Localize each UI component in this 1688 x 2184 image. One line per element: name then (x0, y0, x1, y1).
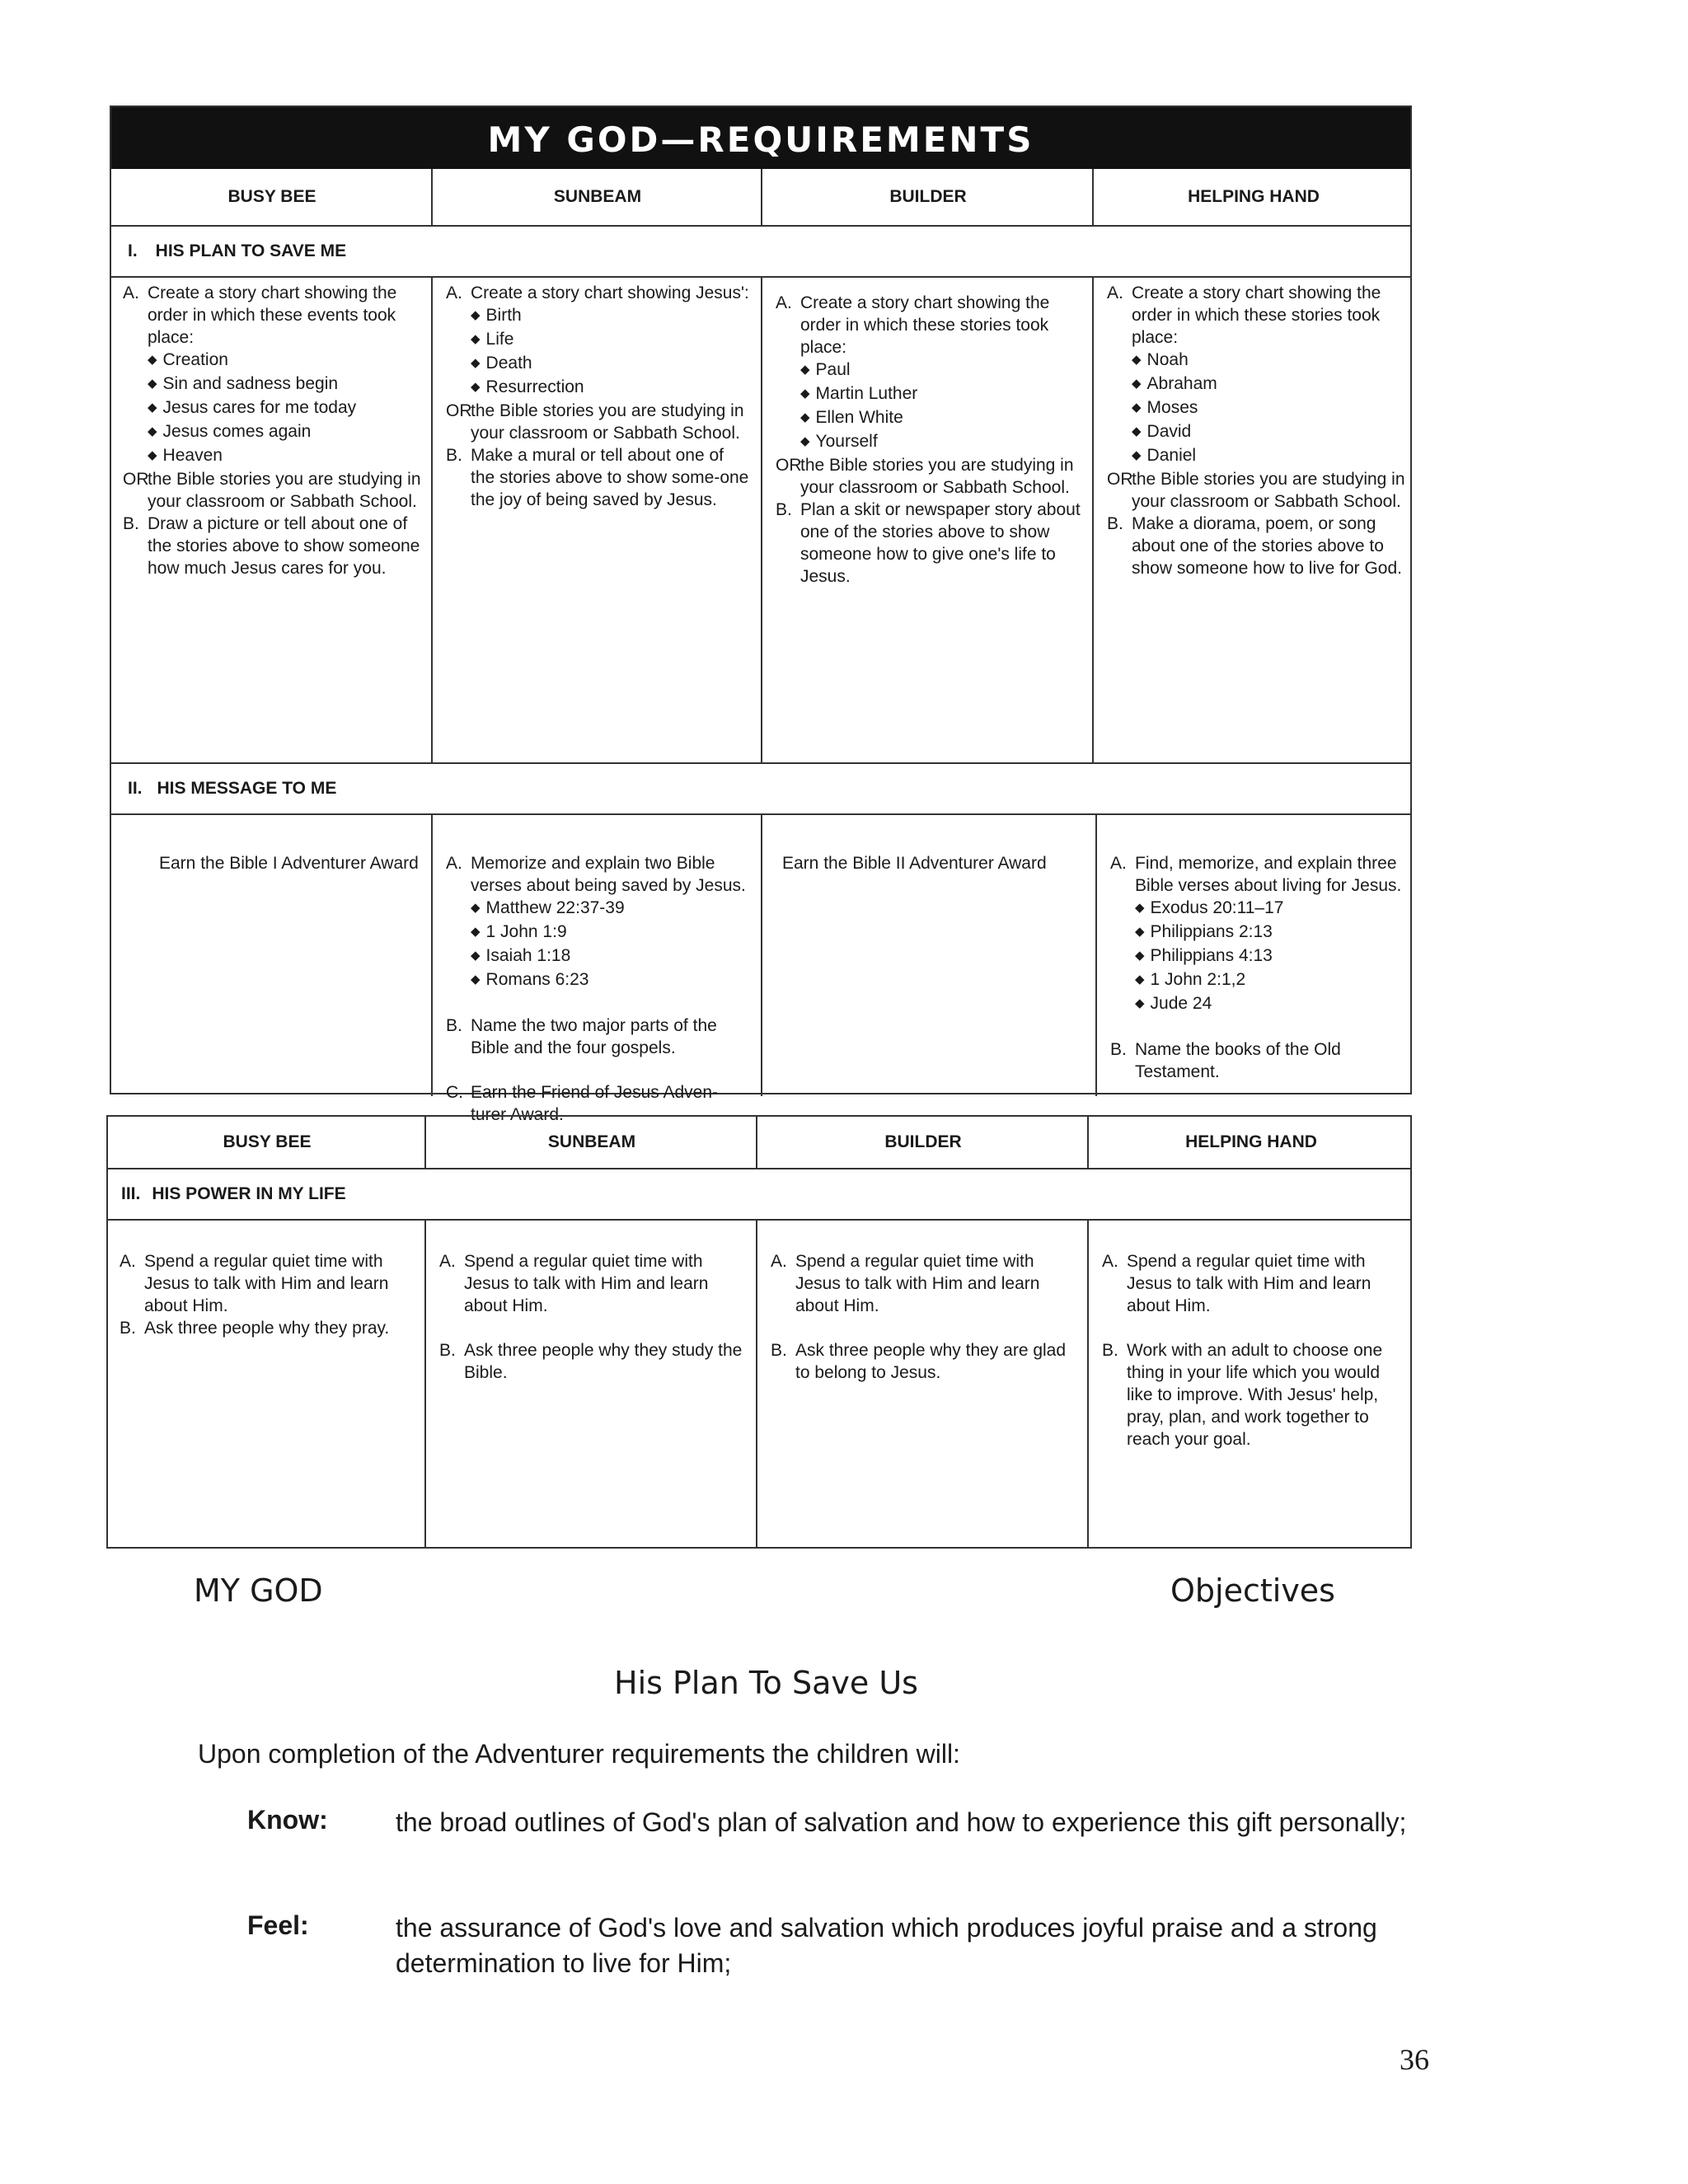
column-header-builder: BUILDER (889, 187, 967, 206)
requirement-c: Earn the Friend of Jesus Adven-turer Award. (471, 1083, 718, 1124)
bullet-item: ◆ Martin Luther (800, 382, 1084, 406)
bullet-item: ◆ Philippians 4:13 (1135, 944, 1414, 968)
cell-plan-builder: A. Create a story chart showing the order in which these stories took place: ◆ Paul ◆ Martin Luther ◆ Ellen White ◆ Yourself OR the Bible stories you are studying in your classroom or Sabbath School. B. Plan a skit or newspaper story about one of the stories above to show someone how to give one's life to Jesus. (764, 292, 1092, 588)
bullet-item: ◆ Abraham (1132, 373, 1405, 396)
section-heading-message (111, 764, 1410, 813)
requirement-a: Spend a regular quiet time with Jesus to talk with Him and learn about Him. (1127, 1252, 1372, 1315)
bullet-item: ◆ Philippians 2:13 (1135, 921, 1414, 944)
requirement-a: Create a story chart showing the order in which these stories took place: (1132, 284, 1381, 347)
requirement-b: Name the books of the Old Testament. (1135, 1040, 1341, 1081)
column-header-builder: BUILDER (884, 1132, 962, 1151)
know-label: Know: (247, 1805, 328, 1835)
column-header-busy-bee: BUSY BEE (223, 1132, 312, 1151)
requirement-a: Create a story chart showing Jesus': (471, 284, 749, 302)
cell-plan-sunbeam: A. Create a story chart showing Jesus': ◆ Birth ◆ Life ◆ Death ◆ Resurrection OR the Bible stories you are studying in your classroom or Sabbath School. B. Make a mural or tell about one of the stories above to show some-one the joy of being saved by Jesus. (434, 282, 761, 511)
cell-power-busy-bee: A. Spend a regular quiet time with Jesus to talk with Him and learn about Him. B. Ask three people why they pray. (108, 1250, 424, 1339)
bullet-item: ◆ Jesus cares for me today (148, 396, 423, 420)
bullet-item: ◆ Jude 24 (1135, 992, 1414, 1016)
bullet-item: ◆ Matthew 22:37-39 (471, 897, 753, 921)
bullet-item: ◆ Romans 6:23 (471, 968, 753, 992)
requirement-b: Ask three people why they are glad to belong to Jesus. (795, 1341, 1067, 1382)
column-header-helping-hand: HELPING HAND (1185, 1132, 1317, 1151)
column-header-row (108, 1117, 1410, 1169)
section-number: II. (128, 779, 143, 798)
bullet-item: ◆ 1 John 1:9 (471, 921, 753, 944)
bullet-item: ◆ Paul (800, 359, 1084, 382)
bullet-item: ◆ Death (471, 352, 753, 376)
requirement-b: Make a diorama, poem, or song about one of the stories above to show someone how to live for God. (1132, 514, 1403, 578)
cell-plan-busy-bee: A. Create a story chart showing the order in which these events took place: ◆ Creation ◆ Sin and sadness begin ◆ Jesus cares for me today ◆ Jesus comes again ◆ Heaven OR the Bible stories you are studying in your classroom or Sabbath School. B. Draw a picture or tell about one of the stories above to show someone how much Jesus cares for you. (111, 282, 431, 579)
cell-message-builder (771, 852, 1092, 874)
bullet-item: ◆ Yourself (800, 430, 1084, 454)
cell-message-busy-bee (111, 852, 431, 874)
bullet-item: ◆ David (1132, 420, 1405, 444)
cell-plan-helping-hand: A. Create a story chart showing the order in which these stories took place: ◆ Noah ◆ Abraham ◆ Moses ◆ David ◆ Daniel OR the Bible stories you are studying in your classroom or Sabbath School. B. Make a diorama, poem, or song about one of the stories above to show someone how to live for God. (1095, 282, 1414, 579)
requirement-or: the Bible stories you are studying in your classroom or Sabbath School. (1132, 470, 1405, 511)
plan-subheading: His Plan To Save Us (614, 1665, 918, 1701)
bullet-item: ◆ Creation (148, 349, 423, 373)
objectives-intro: Upon completion of the Adventurer requirements the children will: (198, 1739, 960, 1769)
requirement-or: the Bible stories you are studying in your classroom or Sabbath School. (148, 470, 421, 511)
column-header-sunbeam: SUNBEAM (547, 1132, 636, 1151)
cell-power-helping-hand: A. Spend a regular quiet time with Jesus to talk with Him and learn about Him. B. Work with an adult to choose one thing in your life which you would like to improve. With Jesus' help, pray, plan, and work together to reach your goal. (1090, 1250, 1414, 1451)
feel-label: Feel: (247, 1910, 309, 1940)
section-heading-plan (111, 227, 1410, 276)
requirement-or: the Bible stories you are studying in your classroom or Sabbath School. (471, 401, 744, 443)
requirement-text: Earn the Bible II Adventurer Award (782, 854, 1047, 873)
requirement-b: Ask three people why they study the Bible. (464, 1341, 743, 1382)
requirement-a: Spend a regular quiet time with Jesus to talk with Him and learn about Him. (464, 1252, 709, 1315)
objectives-heading: Objectives (1170, 1572, 1335, 1609)
requirement-a: Spend a regular quiet time with Jesus to talk with Him and learn about Him. (144, 1252, 389, 1315)
requirement-b: Make a mural or tell about one of the stories above to show some-one the joy of being saved by Jesus. (471, 446, 749, 509)
my-god-heading: MY GOD (194, 1572, 323, 1609)
bullet-item: ◆ Life (471, 328, 753, 352)
column-header-busy-bee: BUSY BEE (227, 187, 316, 206)
requirement-b: Name the two major parts of the Bible and the four gospels. (471, 1016, 717, 1057)
requirement-b: Draw a picture or tell about one of the stories above to show someone how much Jesus cares for you. (148, 514, 420, 578)
section-title: HIS PLAN TO SAVE ME (155, 241, 347, 260)
bullet-item: ◆ Jesus comes again (148, 420, 423, 444)
column-header-helping-hand: HELPING HAND (1188, 187, 1320, 206)
bullet-item: ◆ Isaiah 1:18 (471, 944, 753, 968)
bullet-item: ◆ Exodus 20:11–17 (1135, 897, 1414, 921)
requirement-a: Find, memorize, and explain three Bible verses about living for Jesus. (1135, 854, 1402, 895)
section-number: III. (121, 1184, 141, 1203)
bullet-item: ◆ Ellen White (800, 406, 1084, 430)
bullet-item: ◆ Moses (1132, 396, 1405, 420)
requirement-a: Spend a regular quiet time with Jesus to talk with Him and learn about Him. (795, 1252, 1040, 1315)
requirement-b: Plan a skit or newspaper story about one of the stories above to show someone how to give one's life to Jesus. (800, 500, 1081, 586)
cell-power-sunbeam: A. Spend a regular quiet time with Jesus to talk with Him and learn about Him. B. Ask three people why they study the Bible. (428, 1250, 756, 1384)
requirement-a: Create a story chart showing the order in which these stories took place: (800, 293, 1050, 357)
feel-text: the assurance of God's love and salvation which produces joyful praise and a strong determination to live for Him; (396, 1913, 1377, 1978)
requirements-table-1 (110, 105, 1412, 1124)
requirement-text: Earn the Bible I Adventurer Award (159, 854, 419, 873)
cell-message-sunbeam: A. Memorize and explain two Bible verses about being saved by Jesus. ◆ Matthew 22:37-39 ◆ 1 John 1:9 ◆ Isaiah 1:18 ◆ Romans 6:23 B. Name the two major parts of the Bible and the four gospels. C. Earn the Friend of Jesus Adven-turer Award. (434, 852, 761, 1126)
requirement-b: Work with an adult to choose one thing in your life which you would like to improve. With Jesus' help, pray, plan, and work together to reach your goal. (1127, 1341, 1383, 1449)
section-title: HIS POWER IN MY LIFE (152, 1184, 346, 1203)
page-number: 36 (1400, 2043, 1429, 2076)
bullet-item: ◆ Sin and sadness begin (148, 373, 423, 396)
bullet-item: ◆ Birth (471, 304, 753, 328)
requirement-a: Create a story chart showing the order in which these events took place: (148, 284, 397, 347)
section-title: HIS MESSAGE TO ME (157, 779, 337, 798)
section-heading-power (108, 1169, 1410, 1219)
bullet-item: ◆ 1 John 2:1,2 (1135, 968, 1414, 992)
column-header-sunbeam: SUNBEAM (553, 187, 642, 206)
know-text: the broad outlines of God's plan of salvation and how to experience this gift personally; (396, 1807, 1407, 1837)
requirements-table-2 (106, 1115, 1412, 1549)
cell-power-builder: A. Spend a regular quiet time with Jesus to talk with Him and learn about Him. B. Ask three people why they are glad to belong to Jesus. (759, 1250, 1087, 1384)
cell-message-helping-hand: A. Find, memorize, and explain three Bible verses about living for Jesus. ◆ Exodus 20:11–17 ◆ Philippians 2:13 ◆ Philippians 4:13 ◆ 1 John 2:1,2 ◆ Jude 24 B. Name the books of the Old Testament. (1099, 852, 1414, 1083)
table-title: MY GOD—REQUIREMENTS (111, 107, 1410, 169)
requirement-b: Ask three people why they pray. (144, 1319, 390, 1338)
bullet-item: ◆ Resurrection (471, 376, 753, 400)
bullet-item: ◆ Daniel (1132, 444, 1405, 468)
requirement-or: the Bible stories you are studying in your classroom or Sabbath School. (800, 456, 1074, 497)
section-number: I. (128, 241, 138, 260)
bullet-item: ◆ Heaven (148, 444, 423, 468)
requirement-a: Memorize and explain two Bible verses about being saved by Jesus. (471, 854, 746, 895)
bullet-item: ◆ Noah (1132, 349, 1405, 373)
